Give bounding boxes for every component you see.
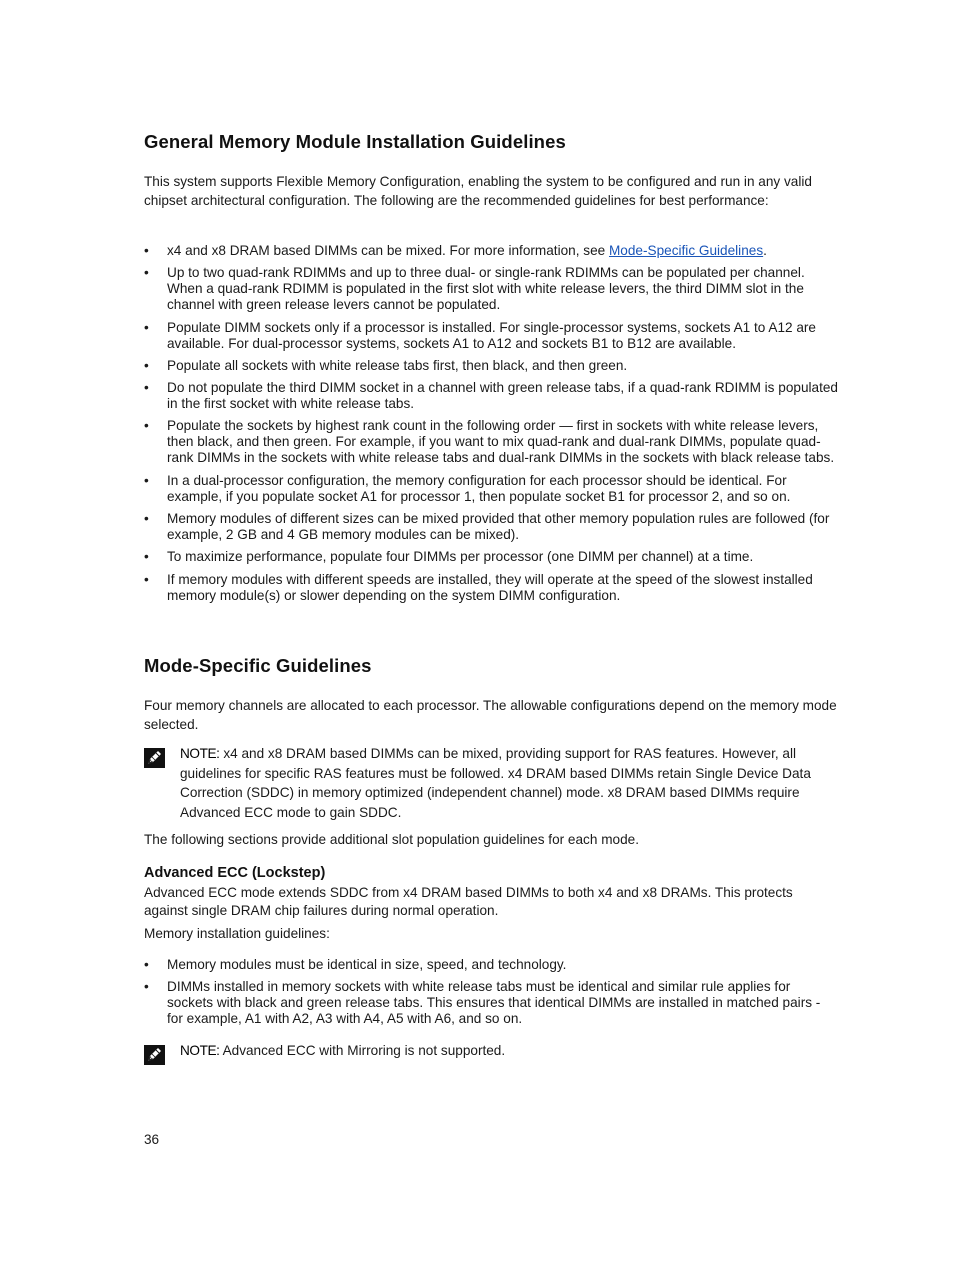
general-guidelines-intro: This system supports Flexible Memory Configuration, enabling the system to be configured and run in any valid chipset architectural configuration. The following are the recommended guidelines for best performance: <box>144 174 812 208</box>
list-item: • Do not populate the third DIMM socket in a channel with green release tabs, if a quad-rank RDIMM is populated in the first socket with white release tabs. <box>144 380 838 412</box>
mode-specific-intro: Four memory channels are allocated to each processor. The allowable configurations depend on the memory mode selected. <box>144 698 837 732</box>
pencil-note-icon <box>144 1045 165 1065</box>
note-ras-features <box>144 744 838 822</box>
section-heading-advanced-ecc: Advanced ECC (Lockstep) <box>144 865 326 881</box>
list-item: • Memory modules of different sizes can be mixed provided that other memory population rules are followed (for example, 2 GB and 4 GB memory modules can be mixed). <box>144 511 830 543</box>
note-label: NOTE: <box>180 746 220 761</box>
memory-installation-label: Memory installation guidelines: <box>144 926 330 941</box>
list-item: • Populate DIMM sockets only if a processor is installed. For single-processor systems, sockets A1 to A12 are available. For dual-processor systems, sockets A1 to A12 and sockets B1 to B12 are available. <box>144 319 816 351</box>
section-heading-mode-specific: Mode-Specific Guidelines <box>144 655 372 676</box>
list-item: • In a dual-processor configuration, the memory configuration for each processor should be identical. For example, if you populate socket A1 for processor 1, then populate socket B1 for processor 2, and so on. <box>144 472 791 504</box>
list-item: • x4 and x8 DRAM based DIMMs can be mixed. For more information, see Mode-Specific Guidelines. <box>144 243 767 258</box>
general-guidelines-list <box>144 243 838 610</box>
list-item: • Populate the sockets by highest rank count in the following order — first in sockets with white release levers, then black, and then green. For example, if you want to mix quad-rank and dual-rank DIMMs, populate quad-rank DIMMs in the sockets with white release tabs and dual-rank DIMMs in the sockets with black release tabs. <box>144 418 835 466</box>
mode-specific-guidelines-link[interactable]: Mode-Specific Guidelines <box>608 243 764 258</box>
note-label: NOTE: <box>180 1043 220 1058</box>
mode-specific-following: The following sections provide additional slot population guidelines for each mode. <box>144 832 639 847</box>
list-item: • If memory modules with different speeds are installed, they will operate at the speed of the slowest installed memory module(s) or slower depending on the system DIMM configuration. <box>144 571 813 603</box>
section-heading-general-guidelines: General Memory Module Installation Guidelines <box>144 131 566 152</box>
list-item: • Memory modules must be identical in size, speed, and technology. <box>144 957 567 972</box>
list-item: • Populate all sockets with white release tabs first, then black, and then green. <box>144 357 628 373</box>
advanced-ecc-list <box>144 957 838 1034</box>
note-text: NOTE: Advanced ECC with Mirroring is not supported. <box>180 1043 506 1058</box>
list-item: • DIMMs installed in memory sockets with white release tabs must be identical and similar rule applies for sockets with black and green release tabs. This ensures that identical DIMMs are installed in matched pairs - for example, A1 with A2, A3 with A4, A5 with A6, and so on. <box>144 979 821 1027</box>
page-number: 36 <box>144 1132 160 1147</box>
list-item: • To maximize performance, populate four DIMMs per processor (one DIMM per channel) at a time. <box>144 549 754 565</box>
list-item: • Up to two quad-rank RDIMMs and up to three dual- or single-rank RDIMMs can be populated per channel. When a quad-rank RDIMM is populated in the first slot with white release levers, the third DIMM slot in the channel with green release levers cannot be populated. <box>144 265 805 313</box>
note-text: NOTE: x4 and x8 DRAM based DIMMs can be mixed, providing support for RAS features. However, all guidelines for specific RAS features must be followed. x4 DRAM based DIMMs retain Single Device Data Correction (SDDC) in memory optimized (independent channel) mode. x8 DRAM based DIMMs require Advanced ECC mode to gain SDDC. <box>180 746 811 820</box>
pencil-note-icon <box>144 748 165 768</box>
advanced-ecc-intro: Advanced ECC mode extends SDDC from x4 DRAM based DIMMs to both x4 and x8 DRAMs. This protects against single DRAM chip failures during normal operation. <box>144 885 793 918</box>
note-mirroring <box>144 1041 838 1061</box>
